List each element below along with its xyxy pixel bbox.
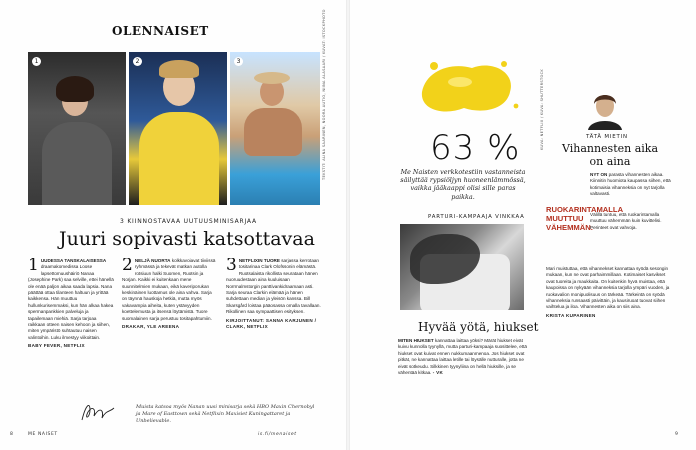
signature-graphic <box>78 400 118 424</box>
dropcap: 3 <box>226 258 237 275</box>
tip-byline: - VK <box>432 370 444 376</box>
lead-in: NELJÄ NUORTA <box>134 258 171 263</box>
opinion-text-b: Välillä tuntuu, että ruokarintamalla muuttuu vähemmän kuin kuvittelisi. Perinteet ovat vahvoja. <box>590 212 662 230</box>
tip-title: Hyvää yötä, hiukset <box>418 320 539 334</box>
folio-website: is.fi/menaiset <box>258 432 297 437</box>
oil-splash-graphic <box>412 52 522 122</box>
person-hair-shape <box>56 76 94 102</box>
photo-credit-vertical: TEKSTIT: ALINA SAARINEN, NOORA AUTIO, NIINA ALASAARI / KUVAT: ISTOCKPHOTO <box>322 9 326 180</box>
stat-description: Me Naisten verkkotestiin vastanneista säilyttää rypsiöljyn huoneenlämmössä, vaikka jääkaappi olisi sille paras paikka. <box>400 168 526 201</box>
person-body-shape <box>42 122 112 205</box>
section-heading: OLENNAISET <box>112 24 209 38</box>
column-text: kolkkavoiavat tiiviissä ryhmässä ja tekevät matkan autolla rotsiuun halki Suomen, Ruotsin ja Norjan. Kaikki ei kuitenkaan mene suunnitelmien mukaan, eikä kaveriporukan keskinäinen luottamus ole aina vahva. Sarja on täynnä hauskoja hetkiä, mutta myös vakavampia aiheita, kuten ystävyyden koettelemusta ja itsensä löytämistä. Tuore suomalainen sarja perustuu tositapahtumiin. <box>122 258 216 321</box>
hat-shape <box>254 72 290 84</box>
column-byline: KIRJOITTANUT: SANNA KARJUNEN / CLARK, NETFLIX <box>226 317 317 330</box>
opinion-intro-text: parasta vihannesten aikaa. Kiinnitin huomiota kaupassa siihen, että kotimaisia vihanneksia on nyt tarjolla valtavasti. <box>590 172 671 197</box>
photo-number-badge: 1 <box>32 57 41 66</box>
column-byline: DRAKAR, YLE AREENA <box>122 324 180 330</box>
series-photo-2 <box>129 52 227 205</box>
photo-number-badge: 3 <box>234 57 243 66</box>
article-kicker: 3 KIINNOSTAVAA UUTUUSMINISARJAA <box>120 218 257 225</box>
article-title: Juuri sopivasti katsottavaa <box>59 228 315 250</box>
page-number-right: 9 <box>675 432 679 437</box>
opinion-title: Vihannesten aika on aina <box>561 142 659 168</box>
page-number-left: 8 <box>10 432 14 437</box>
article-column-2 <box>122 258 218 378</box>
stat-percentage: 63 % <box>430 128 521 168</box>
photo-number-badge: 2 <box>133 57 142 66</box>
folio-magazine-name: ME NAISET <box>28 432 58 437</box>
lead-in: MITEN HIUKSET <box>398 338 434 343</box>
article-footnote: Muista katsoa myös Nanan uusi minisarja sekä HBO Maxin Chernobyl ja Mare of Easttown sekä Netflixin Maxisiet Kuningattaret ja Unbelievable. <box>136 404 315 424</box>
person-body-shape <box>244 108 302 156</box>
tip-text: kannattaa laittaa yöksi? Märät hiukset eivät kuivu kunnolla tyynyllä, mutta parturi-kampaaja suosittelee, että hiukset ovat kuivat ennen nukkumaanmenoa. Jos hiukset ovat pitkät, ne kannattaa laittaa letille tai löysälle nutturalle, jotta ne eivät sotkeudu. Silkkinen tyynyliina on hellä hiuksille, ja se vähentää kitkaa. <box>398 338 527 376</box>
series-photo-1 <box>28 52 126 205</box>
pull-quote: RUOKARINTAMALLA MUUTTUU VÄHEMMÄN. <box>546 205 623 232</box>
opinion-byline: KRISTA KUPARINEN <box>546 312 596 318</box>
article-column-1 <box>28 258 114 378</box>
lead-in: NETFLIXIN TUORE <box>238 258 280 263</box>
dropcap: 2 <box>122 258 133 275</box>
opinion-column-c <box>546 266 674 422</box>
tip-body <box>398 338 528 420</box>
person-body-shape <box>139 112 219 205</box>
person-hair-shape <box>159 60 199 78</box>
opinion-text-c: Mari muistuttaa, että vihannekset kannattaa syödä sesongin mukaan, kun ne ovat parhaimmillaan. Kotimaiset kasvikset ovat tuoreita ja maukkaita. On kuitenkin hyvä muistaa, että kaupoissa on nykyään vihanneksia tarjolla ympäri vuoden, ja ruokavalion monipuolisuus on tärkeää. Tärkeintä on syödä vihanneksia runsaasti päivittäin, ja kausiruoat tuovat siihen vaihtelua ja iloa. Vihannesten aika on siis aina. <box>546 266 670 310</box>
column-byline: BABY FEVER, NETFLIX <box>28 343 85 349</box>
column-text: sarjassa kerrotaan tositarinaa Clark Olofssonin elämästä. Ruotsalaista rikollista seurataan hänen nuoruudestaan aina kuuluisaan Norrmalmstorgin panttivankidraamaan asti. Sarja seuraa Clarkin elämää ja hänen suhdettaan median ja yleisön kanssa. Bill Skarsgård loistaa pääosassa omalla tavallaan. Rikollinen saa sympaattisen esityksen. <box>226 258 321 315</box>
tip-kicker: PARTURI-KAMPAAJA VINKKAA <box>428 214 525 220</box>
lead-in: NYT ON <box>590 172 608 177</box>
lead-in: UUDESSA TANSKALAISESSA <box>40 258 107 263</box>
pillow-hair-photo <box>400 224 524 310</box>
article-column-3 <box>226 258 322 378</box>
series-photo-3 <box>230 52 320 205</box>
author-portrait <box>580 90 630 130</box>
opinion-column-b <box>590 212 674 264</box>
column-text: draamakomedissa Loose lapsettomuushäiriö Nanaa (Josephine Park) saa selville, ettei hänellä ole enää paljon aikaa saada lapsia. Nana päättää ottaa tilanteen haltuun ja yrittää kaikkensa. Hän muuttuu hullunkurisemmaksi, kun hän alkaa hakea spermanpankkien palveluja ja tapailemaan miehiä. Sarja tarjoaa raikkaan otteen naisen kehoon ja siihen, miten ympäristö suhtautuu naisen valintoihin. Luku ilmestyy viikoittain. <box>28 264 114 340</box>
opinion-kicker: TÄTÄ MIETIN <box>586 134 628 140</box>
photo-credit-vertical-2: KUVA: NETFLIX / KUVA: SHUTTERSTOCK <box>540 68 544 150</box>
dropcap: 1 <box>28 258 39 275</box>
